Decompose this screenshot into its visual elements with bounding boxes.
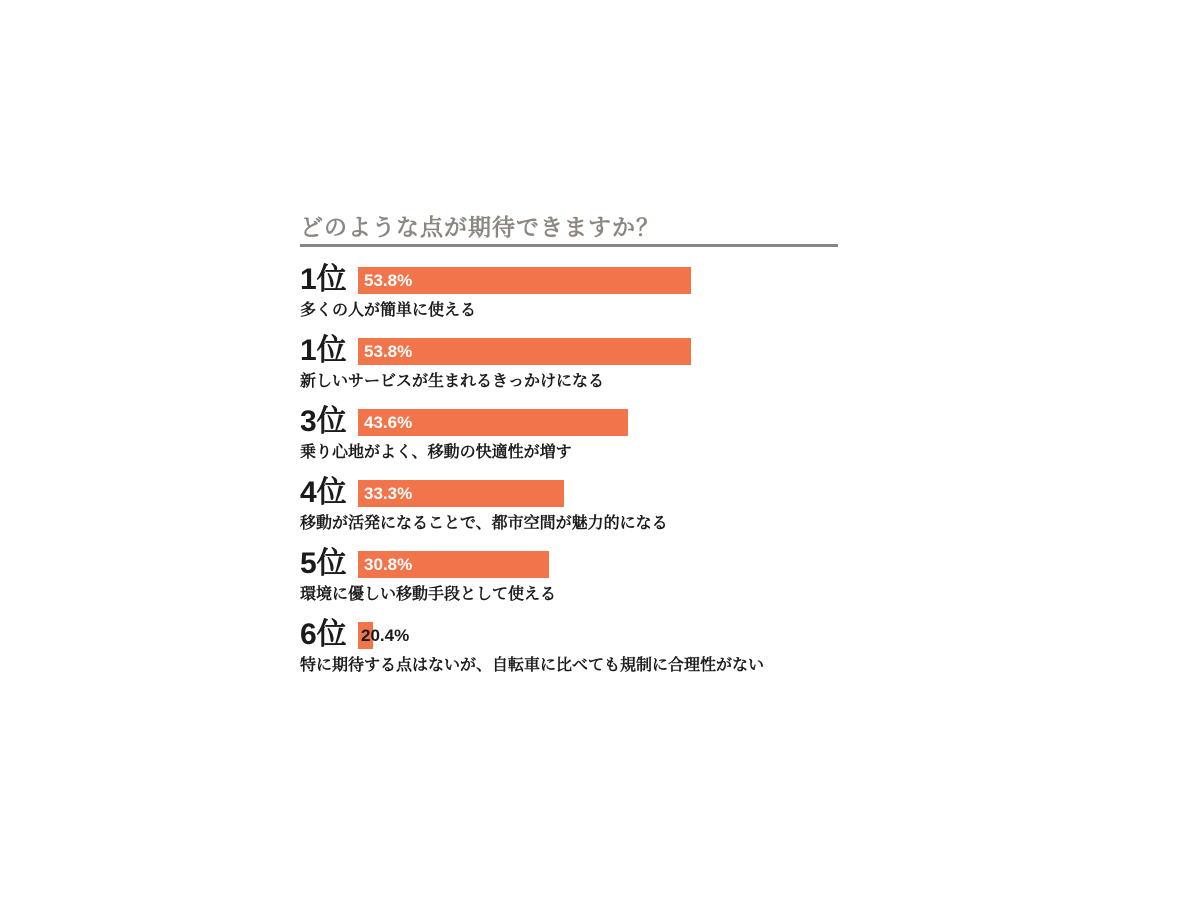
- percent-label: 43.6%: [364, 412, 413, 432]
- bar: [358, 267, 691, 294]
- rank-row: [300, 263, 838, 320]
- bar-line: [300, 476, 838, 509]
- percent-label: 20.4%: [361, 625, 410, 645]
- item-description: 新しいサービスが生まれるきっかけになる: [300, 373, 605, 390]
- bar: [358, 622, 410, 649]
- ranking-bar-chart: [300, 213, 838, 692]
- item-description: 特に期待する点はないが、自転車に比べても規制に合理性がない: [300, 657, 765, 674]
- item-description: 乗り心地がよく、移動の快適性が増す: [300, 444, 572, 461]
- bar-line: [300, 263, 838, 296]
- percent-label: 53.8%: [364, 341, 413, 361]
- item-description: 環境に優しい移動手段として使える: [300, 586, 557, 603]
- bar-line: [300, 618, 838, 651]
- rank-row: [300, 405, 838, 462]
- rank-label: 6位: [300, 618, 347, 651]
- bar-line: [300, 547, 838, 580]
- rank-row: [300, 334, 838, 391]
- bar: [358, 551, 549, 578]
- bar: [358, 480, 564, 507]
- bar: [358, 338, 691, 365]
- rank-label: 1位: [300, 263, 347, 296]
- percent-label: 33.3%: [364, 483, 413, 503]
- chart-title: どのような点が期待できますか？: [300, 213, 838, 247]
- rank-row: [300, 476, 838, 533]
- rank-label: 5位: [300, 547, 347, 580]
- rank-row: [300, 547, 838, 604]
- rank-label: 4位: [300, 476, 347, 509]
- percent-label: 30.8%: [364, 554, 413, 574]
- bar-line: [300, 405, 838, 438]
- bar: [358, 409, 628, 436]
- chart-rows: [300, 263, 838, 675]
- rank-row: [300, 618, 838, 675]
- item-description: 移動が活発になることで、都市空間が魅力的になる: [300, 515, 668, 532]
- rank-label: 1位: [300, 334, 347, 367]
- bar-line: [300, 334, 838, 367]
- rank-label: 3位: [300, 405, 347, 438]
- item-description: 多くの人が簡単に使える: [300, 302, 477, 319]
- percent-label: 53.8%: [364, 270, 413, 290]
